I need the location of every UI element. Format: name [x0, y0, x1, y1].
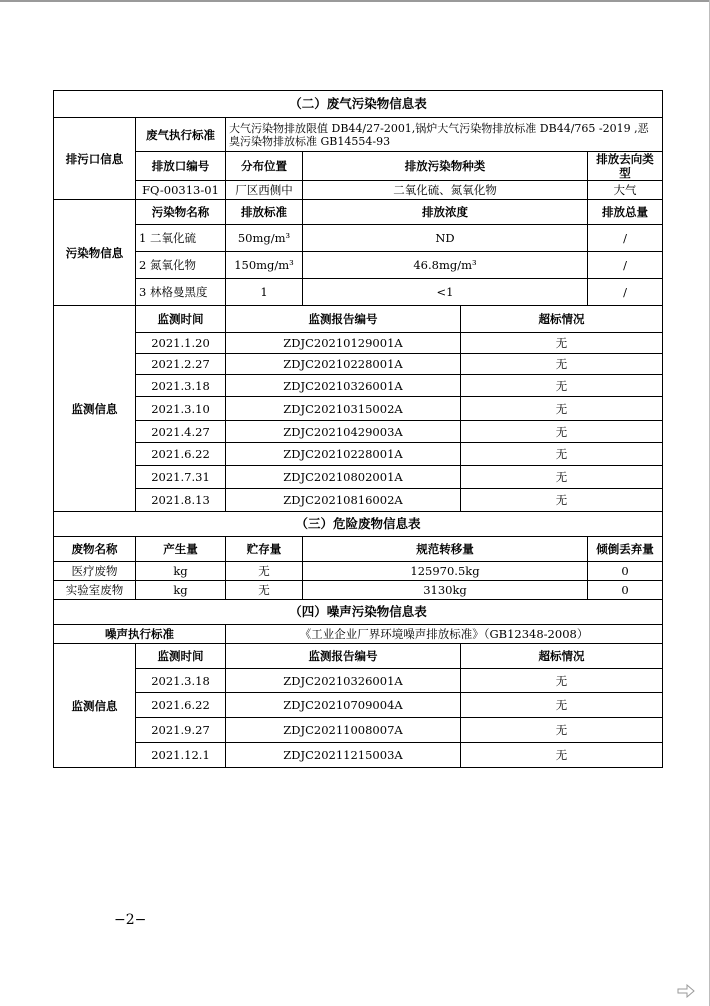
- monitor-time: 2021.7.31: [136, 466, 226, 489]
- waste-gas-monitor-label: 监测信息: [54, 306, 136, 512]
- monitor-row: [54, 421, 663, 443]
- pollutant-row: [54, 279, 663, 306]
- hazardous-section-title: （三）危险废物信息表: [54, 512, 663, 537]
- noise-monitor-exceed: 无: [461, 743, 663, 768]
- outlet-direction-cell: 大气: [588, 181, 663, 200]
- top-border-line: [0, 0, 710, 2]
- pollutant-info-label: 污染物信息: [54, 200, 136, 306]
- monitor-exceed: 无: [461, 333, 663, 354]
- monitor-report-no: ZDJC20210429003A: [226, 421, 461, 443]
- monitor-row: [54, 489, 663, 512]
- waste-gas-exec-standard-label: 废气执行标准: [136, 118, 226, 152]
- noise-monitor-report-no: ZDJC20210326001A: [226, 669, 461, 693]
- noise-monitor-header-time: 监测时间: [136, 644, 226, 669]
- noise-monitor-time: 2021.3.18: [136, 669, 226, 693]
- page-number: −2−: [114, 912, 147, 928]
- hazardous-header-transferred: 规范转移量: [303, 537, 588, 562]
- monitor-exceed: 无: [461, 421, 663, 443]
- hazardous-header-name: 废物名称: [54, 537, 136, 562]
- hazardous-dumped: 0: [588, 562, 663, 581]
- hazardous-row: [54, 562, 663, 581]
- pollutant-header-standard: 排放标准: [226, 200, 303, 225]
- outlet-info-label: 排污口信息: [54, 118, 136, 200]
- pollutant-concentration: <1: [303, 279, 588, 306]
- outlet-header-id: 排放口编号: [136, 152, 226, 181]
- pollutant-concentration: ND: [303, 225, 588, 252]
- monitor-time: 2021.1.20: [136, 333, 226, 354]
- hazardous-dumped: 0: [588, 581, 663, 600]
- pollutant-standard: 50mg/m³: [226, 225, 303, 252]
- monitor-report-no: ZDJC20210315002A: [226, 397, 461, 421]
- noise-monitor-exceed: 无: [461, 693, 663, 718]
- noise-monitor-time: 2021.6.22: [136, 693, 226, 718]
- monitor-time: 2021.8.13: [136, 489, 226, 512]
- monitor-row: [54, 443, 663, 466]
- pollutant-row: [54, 225, 663, 252]
- monitor-time: 2021.4.27: [136, 421, 226, 443]
- monitor-exceed: 无: [461, 489, 663, 512]
- monitor-report-no: ZDJC20210228001A: [226, 354, 461, 375]
- monitor-header-time: 监测时间: [136, 306, 226, 333]
- noise-monitor-row: [54, 743, 663, 768]
- hazardous-header-generated: 产生量: [136, 537, 226, 562]
- noise-section-title: （四）噪声污染物信息表: [54, 600, 663, 625]
- monitor-row: [54, 333, 663, 354]
- noise-monitor-row: [54, 693, 663, 718]
- noise-monitor-label: 监测信息: [54, 644, 136, 768]
- pollutant-total: /: [588, 279, 663, 306]
- monitor-row: [54, 375, 663, 397]
- hazardous-transferred: 125970.5kg: [303, 562, 588, 581]
- pollutant-name: 1 二氧化硫: [136, 225, 226, 252]
- monitor-time: 2021.3.18: [136, 375, 226, 397]
- pollutant-header-concentration: 排放浓度: [303, 200, 588, 225]
- monitor-time: 2021.3.10: [136, 397, 226, 421]
- noise-monitor-report-no: ZDJC20210709004A: [226, 693, 461, 718]
- pollution-info-table: [53, 90, 663, 768]
- monitor-report-no: ZDJC20210129001A: [226, 333, 461, 354]
- arrow-right-icon[interactable]: [676, 984, 696, 998]
- noise-monitor-report-no: ZDJC20211215003A: [226, 743, 461, 768]
- noise-monitor-time: 2021.9.27: [136, 718, 226, 743]
- noise-monitor-row: [54, 718, 663, 743]
- hazardous-generated: kg: [136, 562, 226, 581]
- outlet-header-location: 分布位置: [226, 152, 303, 181]
- hazardous-name: 实验室废物: [54, 581, 136, 600]
- pollutant-row: [54, 252, 663, 279]
- monitor-time: 2021.6.22: [136, 443, 226, 466]
- pollutant-name: 2 氮氧化物: [136, 252, 226, 279]
- hazardous-name: 医疗废物: [54, 562, 136, 581]
- monitor-report-no: ZDJC20210816002A: [226, 489, 461, 512]
- outlet-id-cell: FQ-00313-01: [136, 181, 226, 200]
- pollutant-header-name: 污染物名称: [136, 200, 226, 225]
- monitor-exceed: 无: [461, 443, 663, 466]
- pollutant-name: 3 林格曼黑度: [136, 279, 226, 306]
- pollutant-standard: 150mg/m³: [226, 252, 303, 279]
- monitor-report-no: ZDJC20210802001A: [226, 466, 461, 489]
- waste-gas-section-title: （二）废气污染物信息表: [54, 91, 663, 118]
- pollutant-total: /: [588, 252, 663, 279]
- monitor-row: [54, 354, 663, 375]
- outlet-pollutant-type-cell: 二氧化硫、氮氧化物: [303, 181, 588, 200]
- monitor-row: [54, 466, 663, 489]
- noise-monitor-exceed: 无: [461, 669, 663, 693]
- monitor-time: 2021.2.27: [136, 354, 226, 375]
- hazardous-row: [54, 581, 663, 600]
- noise-monitor-exceed: 无: [461, 718, 663, 743]
- monitor-exceed: 无: [461, 375, 663, 397]
- monitor-header-report: 监测报告编号: [226, 306, 461, 333]
- noise-monitor-header-exceed: 超标情况: [461, 644, 663, 669]
- hazardous-header-dumped: 倾倒丢弃量: [588, 537, 663, 562]
- monitor-report-no: ZDJC20210228001A: [226, 443, 461, 466]
- noise-exec-standard-value: 《工业企业厂界环境噪声排放标准》（GB12348-2008）: [226, 625, 663, 644]
- monitor-header-exceed: 超标情况: [461, 306, 663, 333]
- pollutant-standard: 1: [226, 279, 303, 306]
- pollutant-concentration: 46.8mg/m³: [303, 252, 588, 279]
- noise-exec-standard-label: 噪声执行标准: [54, 625, 226, 644]
- noise-monitor-header-report: 监测报告编号: [226, 644, 461, 669]
- hazardous-stored: 无: [226, 581, 303, 600]
- hazardous-transferred: 3130kg: [303, 581, 588, 600]
- monitor-report-no: ZDJC20210326001A: [226, 375, 461, 397]
- outlet-header-pollutant-type: 排放污染物种类: [303, 152, 588, 181]
- hazardous-generated: kg: [136, 581, 226, 600]
- monitor-exceed: 无: [461, 354, 663, 375]
- waste-gas-exec-standard-value: 大气污染物排放限值 DB44/27-2001,锅炉大气污染物排放标准 DB44/765 -2019 ,恶臭污染物排放标准 GB14554-93: [226, 118, 663, 152]
- outlet-header-direction: 排放去向类型: [588, 152, 663, 181]
- noise-monitor-report-no: ZDJC20211008007A: [226, 718, 461, 743]
- hazardous-header-stored: 贮存量: [226, 537, 303, 562]
- hazardous-stored: 无: [226, 562, 303, 581]
- outlet-location-cell: 厂区西侧中: [226, 181, 303, 200]
- monitor-exceed: 无: [461, 466, 663, 489]
- monitor-row: [54, 397, 663, 421]
- noise-monitor-row: [54, 669, 663, 693]
- pollutant-header-total: 排放总量: [588, 200, 663, 225]
- monitor-exceed: 无: [461, 397, 663, 421]
- noise-monitor-time: 2021.12.1: [136, 743, 226, 768]
- pollutant-total: /: [588, 225, 663, 252]
